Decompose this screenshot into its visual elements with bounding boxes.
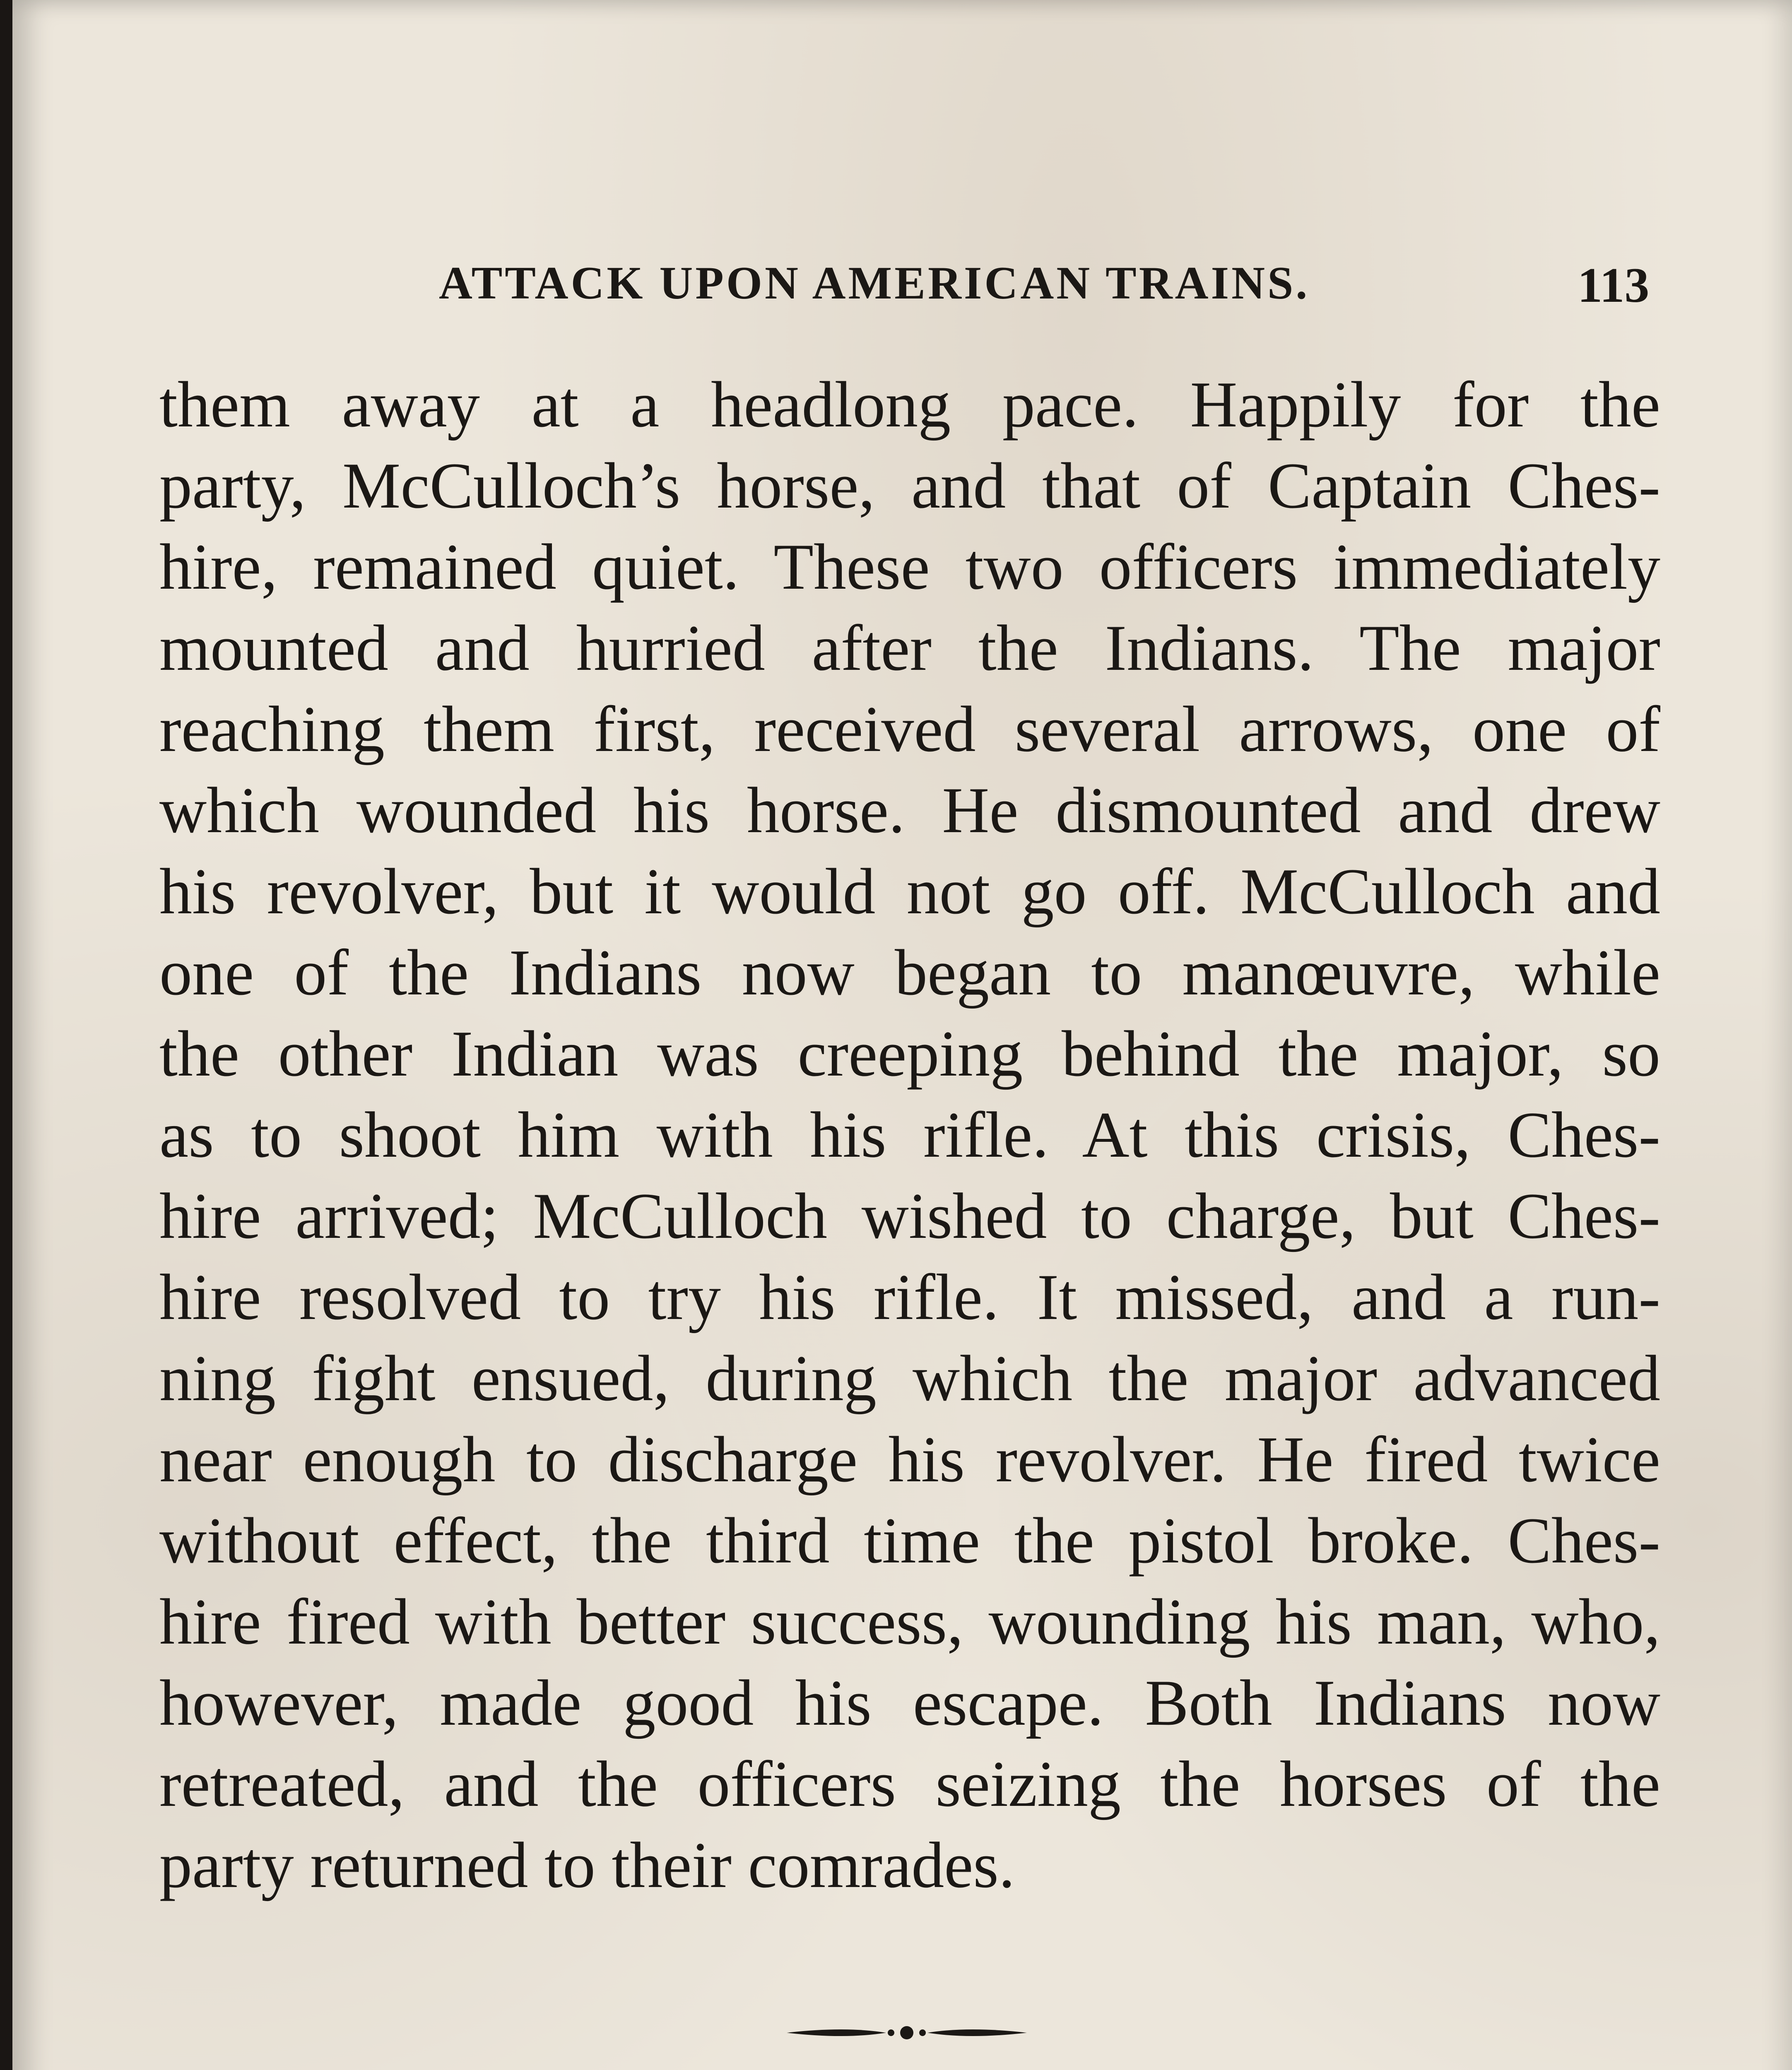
text-line: hire fired with better success, wounding his man, who, bbox=[159, 1586, 1660, 1658]
text-line: hire, remained quiet. These two officers immediately bbox=[159, 531, 1660, 603]
text-line: the other Indian was creeping behind the major, so bbox=[159, 1018, 1660, 1090]
text-line: which wounded his horse. He dismounted and drew bbox=[159, 774, 1660, 847]
text-line: party, McCulloch’s horse, and that of Captain Ches- bbox=[159, 450, 1660, 522]
text-line: retreated, and the officers seizing the horses of the bbox=[159, 1748, 1660, 1820]
page-number: 113 bbox=[1578, 258, 1650, 313]
text-line: hire arrived; McCulloch wished to charge, but Ches- bbox=[159, 1180, 1660, 1252]
paragraph-top bbox=[159, 364, 1660, 1906]
text-line: as to shoot him with his rifle. At this crisis, Ches- bbox=[159, 1099, 1660, 1171]
text-line: without effect, the third time the pistol broke. Ches- bbox=[159, 1504, 1660, 1577]
book-page bbox=[12, 0, 1792, 2070]
text-line: one of the Indians now began to manœuvre, while bbox=[159, 936, 1660, 1009]
running-head: ATTACK UPON AMERICAN TRAINS. bbox=[439, 258, 1310, 309]
text-line: near enough to discharge his revolver. He fired twice bbox=[159, 1423, 1660, 1496]
ornament-divider-icon bbox=[783, 2020, 1031, 2045]
text-line: his revolver, but it would not go off. McCulloch and bbox=[159, 855, 1660, 928]
text-line: reaching them first, received several arrows, one of bbox=[159, 693, 1660, 765]
text-line: however, made good his escape. Both Indians now bbox=[159, 1667, 1660, 1739]
text-line: mounted and hurried after the Indians. The major bbox=[159, 612, 1660, 684]
text-line: them away at a headlong pace. Happily for the bbox=[159, 368, 1660, 441]
text-line: ning fight ensued, during which the major advanced bbox=[159, 1342, 1660, 1415]
text-line: party returned to their comrades. bbox=[159, 1829, 1015, 1902]
text-line: hire resolved to try his rifle. It missed, and a run- bbox=[159, 1261, 1660, 1333]
